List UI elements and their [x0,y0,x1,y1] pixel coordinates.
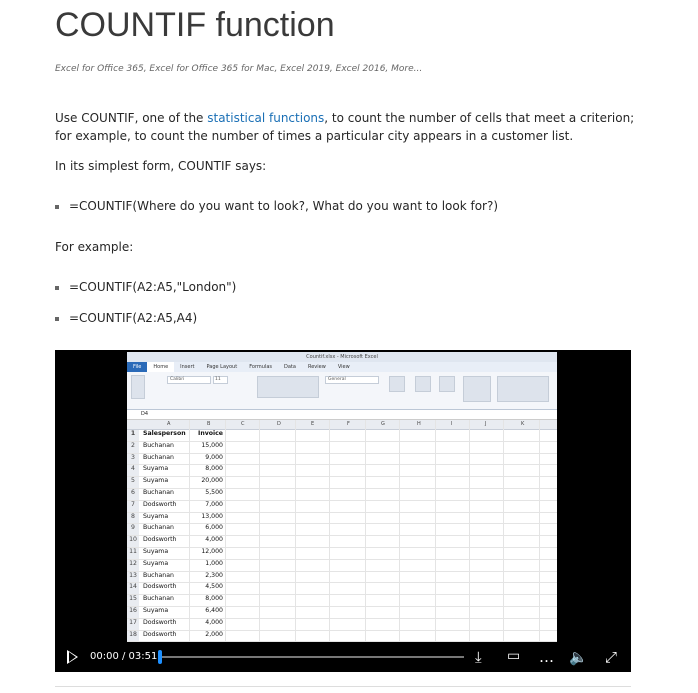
page-title: COUNTIF function [55,6,335,44]
excel-ribbon-tabs [127,362,557,372]
table-row: 6 Buchanan 5,500 [127,489,557,501]
intro-paragraph: Use COUNTIF, one of the statistical functions, to count the number of cells that meet a criterion; for example, to count the number of times a particular city appears in a customer list. [55,111,635,143]
fullscreen-icon[interactable]: ⤢ [605,648,618,666]
example-label: For example: [55,240,134,254]
excel-grid [127,420,557,654]
volume-icon[interactable]: 🔈 [569,648,588,666]
excel-tab-page-layout: Page Layout [206,364,238,370]
font-size-box: 11 [213,376,228,384]
number-format-box: General [325,376,379,384]
excel-tab-review: Review [307,364,326,370]
format-as-table-icon [415,376,431,392]
name-box: D4 [141,411,149,417]
paste-icon [131,375,145,399]
bullet-icon [55,205,59,209]
cells-group [463,376,491,402]
excel-tab-view: View [337,364,350,370]
simplest-form-text: In its simplest form, COUNTIF says: [55,159,267,173]
table-row: 12 Suyama 1,000 [127,560,557,572]
captions-icon[interactable]: ▭ [507,648,521,664]
excel-tab-home: Home [147,362,174,372]
video-controls [55,642,631,672]
table-row: 8 Suyama 13,000 [127,513,557,525]
table-row: 17 Dodsworth 4,000 [127,619,557,631]
excel-tab-data: Data [284,364,296,370]
more-icon[interactable]: … [539,648,554,666]
font-name-box: Calibri [167,376,211,384]
excel-formula-bar [127,410,557,420]
syntax-bullet: =COUNTIF(Where do you want to look?, What do you want to look for?) [55,199,498,213]
alignment-group [257,376,319,398]
statistical-functions-link[interactable]: statistical functions [207,111,325,125]
bullet-icon [55,317,59,321]
table-row: 9 Buchanan 6,000 [127,524,557,536]
applies-to[interactable]: Excel for Office 365, Excel for Office 365 for Mac, Excel 2019, Excel 2016, More... [55,64,423,74]
example-bullet-1: =COUNTIF(A2:A5,"London") [55,280,236,294]
divider [55,686,631,687]
excel-ribbon [127,372,557,410]
table-row: 13 Buchanan 2,300 [127,572,557,584]
table-row: 14 Dodsworth 4,500 [127,583,557,595]
bullet-icon [55,286,59,290]
excel-screenshot [127,352,557,642]
excel-tab-insert: Insert [180,364,195,370]
editing-group [497,376,549,402]
table-row: 5 Suyama 20,000 [127,477,557,489]
video-player[interactable] [55,350,631,672]
table-row: 15 Buchanan 8,000 [127,595,557,607]
excel-tab-file: File [127,362,147,372]
table-row: 3 Buchanan 9,000 [127,454,557,466]
table-row: 10 Dodsworth 4,000 [127,536,557,548]
table-row: 1 Salesperson Invoice [127,430,557,442]
cell-styles-icon [439,376,455,392]
table-row: 11 Suyama 12,000 [127,548,557,560]
table-row: 7 Dodsworth 7,000 [127,501,557,513]
video-time: 00:00 / 03:51 [90,651,158,662]
table-row: 4 Suyama 8,000 [127,465,557,477]
table-row: 16 Suyama 6,400 [127,607,557,619]
column-headers: A B C D E F G H I J K [127,420,557,430]
seek-bar[interactable] [160,656,464,658]
table-row: 18 Dodsworth 2,000 [127,631,557,643]
conditional-formatting-icon [389,376,405,392]
seek-handle[interactable] [158,650,162,664]
table-row: 2 Buchanan 15,000 [127,442,557,454]
example-bullet-2: =COUNTIF(A2:A5,A4) [55,311,197,325]
excel-tab-formulas: Formulas [249,364,273,370]
download-icon[interactable]: ⤓ [475,648,482,666]
excel-titlebar: Countif.xlsx - Microsoft Excel [127,352,557,362]
